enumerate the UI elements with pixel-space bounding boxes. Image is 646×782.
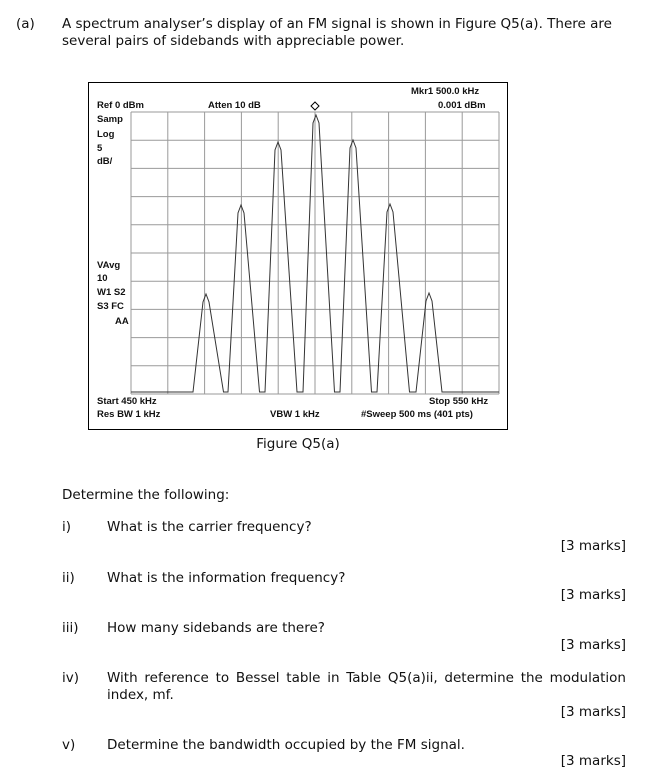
question-3-text: How many sidebands are there? xyxy=(107,620,325,636)
left-label-log: Log xyxy=(97,129,115,140)
question-2-text: What is the information frequency? xyxy=(107,570,346,586)
question-5-marks: [3 marks] xyxy=(560,753,626,769)
figure-caption: Figure Q5(a) xyxy=(256,436,340,452)
question-4-marks: [3 marks] xyxy=(560,704,626,720)
intro-line-2: several pairs of sidebands with appreciable power. xyxy=(62,33,405,49)
left-label-s3fc: S3 FC xyxy=(97,301,124,312)
left-label-vavg: VAvg xyxy=(97,260,121,271)
question-4-line-2: index, mf. xyxy=(107,687,174,703)
start-frequency-label: Start 450 kHz xyxy=(97,396,157,407)
question-1-marks: [3 marks] xyxy=(560,538,626,554)
determine-heading: Determine the following: xyxy=(62,487,230,503)
stop-frequency-label: Stop 550 kHz xyxy=(429,396,489,407)
ref-level-label: Ref 0 dBm xyxy=(97,100,144,111)
question-5-text: Determine the bandwidth occupied by the FM signal. xyxy=(107,737,465,753)
resolution-bandwidth-label: Res BW 1 kHz xyxy=(97,409,161,420)
intro-text xyxy=(62,16,632,50)
attenuation-label: Atten 10 dB xyxy=(208,100,261,111)
question-2-marks: [3 marks] xyxy=(560,587,626,603)
question-1-text: What is the carrier frequency? xyxy=(107,519,312,535)
question-5-number: v) xyxy=(62,737,76,753)
left-label-vavg-count: 10 xyxy=(97,273,108,284)
sweep-time-label: #Sweep 500 ms (401 pts) xyxy=(361,409,473,420)
question-1-number: i) xyxy=(62,519,72,535)
left-label-db-div: dB/ xyxy=(97,156,113,167)
question-3-marks: [3 marks] xyxy=(560,637,626,653)
question-4-text xyxy=(107,670,626,704)
question-2-number: ii) xyxy=(62,570,75,586)
marker-frequency-label: Mkr1 500.0 kHz xyxy=(411,86,480,97)
left-label-w1s2: W1 S2 xyxy=(97,287,126,298)
intro-line-1: A spectrum analyser’s display of an FM signal is shown in Figure Q5(a). There are xyxy=(62,16,612,32)
left-label-samp: Samp xyxy=(97,114,123,125)
display-frame xyxy=(89,83,508,430)
marker-level-label: 0.001 dBm xyxy=(438,100,486,111)
question-4-number: iv) xyxy=(62,670,80,686)
question-4-line-1: With reference to Bessel table in Table Q5(a)ii, determine the modulation xyxy=(107,670,626,686)
left-label-aa: AA xyxy=(115,316,129,327)
question-3-number: iii) xyxy=(62,620,79,636)
left-label-scale: 5 xyxy=(97,143,103,154)
part-label: (a) xyxy=(16,16,35,32)
spectrum-analyser-display xyxy=(88,82,508,430)
video-bandwidth-label: VBW 1 kHz xyxy=(270,409,320,420)
